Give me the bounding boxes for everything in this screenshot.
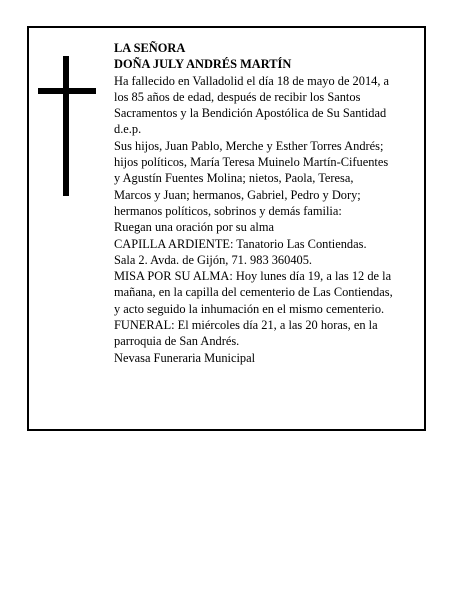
notice-line: hermanos políticos, sobrinos y demás familia: (114, 203, 342, 218)
notice-heading-title: LA SEÑORA (114, 41, 186, 55)
notice-deceased-name: DOÑA JULY ANDRÉS MARTÍN (114, 57, 292, 72)
notice-line: Ha fallecido en Valladolid el día 18 de mayo de 2014, a (114, 73, 390, 88)
notice-line: CAPILLA ARDIENTE: Tanatorio Las Contiendas. (114, 236, 367, 251)
notice-line: Sacramentos y la Bendición Apostólica de Su Santidad (114, 106, 387, 121)
notice-line: los 85 años de edad, después de recibir los Santos (114, 89, 361, 104)
notice-line: y Agustín Fuentes Molina; nietos, Paola, Teresa, (114, 171, 354, 186)
notice-line: Marcos y Juan; hermanos, Gabriel, Pedro y Dory; (114, 187, 361, 202)
notice-line: MISA POR SU ALMA: Hoy lunes día 19, a las 12 de la (114, 269, 392, 284)
notice-line: Sala 2. Avda. de Gijón, 71. 983 360405. (114, 252, 313, 267)
obituary-text (114, 40, 426, 366)
cross-horizontal-bar (38, 88, 96, 94)
notice-line: Ruegan una oración por su alma (114, 220, 274, 235)
notice-line: FUNERAL: El miércoles día 21, a las 20 horas, en la (114, 318, 378, 333)
cross-vertical-bar (63, 56, 69, 196)
notice-line: mañana, en la capilla del cementerio de Las Contiendas, (114, 285, 393, 300)
cross-icon (38, 56, 96, 196)
notice-line: d.e.p. (114, 122, 142, 137)
notice-line: Sus hijos, Juan Pablo, Merche y Esther Torres Andrés; (114, 138, 384, 153)
notice-line: hijos políticos, María Teresa Muinelo Martín-Cifuentes (114, 155, 389, 170)
notice-line: y acto seguido la inhumación en el mismo cementerio. (114, 301, 385, 316)
notice-line: parroquia de San Andrés. (114, 334, 240, 349)
notice-line: Nevasa Funeraria Municipal (114, 350, 256, 365)
